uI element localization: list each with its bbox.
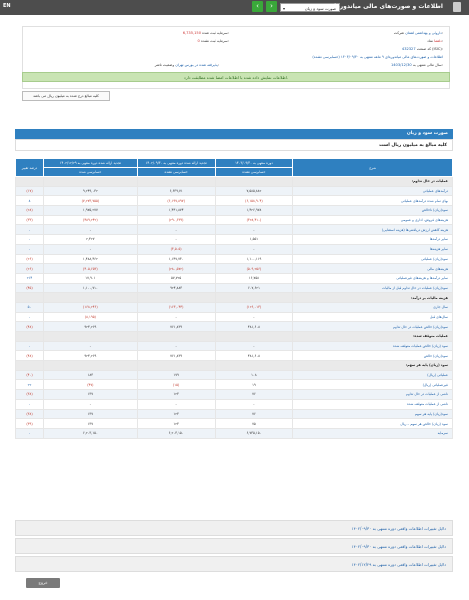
row-cell: (۴۸۹,۲۴۲) xyxy=(43,215,137,225)
language-toggle[interactable]: EN xyxy=(3,3,11,9)
row-cell: ۷۶ xyxy=(215,390,293,400)
row-label: هزینه کاهش ارزش دریافتنی‌ها (هزینه استثنایی) xyxy=(293,225,453,235)
table-row xyxy=(16,302,453,312)
top-bar xyxy=(0,0,469,15)
row-cell: - xyxy=(43,244,137,254)
row-cell: ۴۸۱,۶۰۸ xyxy=(215,351,293,361)
table-row xyxy=(16,206,453,216)
row-cell xyxy=(16,361,44,371)
section-title: صورت سود و زیان xyxy=(15,129,453,139)
table-row xyxy=(16,196,453,206)
row-cell: (۱۵) xyxy=(137,380,215,390)
row-label: سود(زیان) ناخالص xyxy=(293,206,453,216)
row-label: سود (زیان) خالص هر سهم – ریال xyxy=(293,419,453,429)
row-cell: ۱۲۳ xyxy=(137,419,215,429)
report-select-value: صورت سود و زیان xyxy=(304,6,336,11)
row-cell: (۴۰) xyxy=(16,370,44,380)
row-cell: (۱۷) xyxy=(16,186,44,196)
col-header-2: تجدید ارائه شده دوره منتهی به ۱۴۰۲/۰۹/۳۰ xyxy=(137,159,215,168)
row-cell: ۱۹ xyxy=(215,380,293,390)
chevron-down-icon: ▾ xyxy=(283,6,286,11)
row-cell: ۲,۴۲۷ xyxy=(43,235,137,245)
isic-label: کد صنعت (ISIC): xyxy=(416,47,443,51)
table-row xyxy=(16,341,453,351)
row-cell: - xyxy=(215,341,293,351)
table-row xyxy=(16,225,453,235)
period-description: اطلاعات و صورت‌های مالی میاندوره‌ای ۹ ماهه منتهی به ۱۴۰۳/۰۹/۳۰ (حسابرسی نشده) xyxy=(312,55,443,59)
next-button[interactable]: › xyxy=(266,1,277,12)
table-row xyxy=(16,244,453,254)
row-label: سال‌های قبل xyxy=(293,312,453,322)
col-header-desc: شرح xyxy=(293,159,453,177)
row-cell: ۶,۲۰۳,۱۵۰ xyxy=(137,428,215,438)
unregistered-capital-value: 0 xyxy=(197,39,200,43)
row-label: سایر هزینه‌ها xyxy=(293,244,453,254)
row-cell: (۴۸) xyxy=(16,351,44,361)
table-row xyxy=(16,254,453,264)
row-cell: - xyxy=(215,225,293,235)
row-cell: ۷۵ xyxy=(215,419,293,429)
row-cell: - xyxy=(43,399,137,409)
row-cell: ۷,۵۸۵,۸۸۲ xyxy=(215,186,293,196)
row-cell: ۱۶,۷۵۸ xyxy=(215,273,293,283)
row-cell: - xyxy=(16,235,44,245)
row-cell: ۹۲۴,۲۶۹ xyxy=(43,351,137,361)
row-cell xyxy=(137,293,215,303)
table-row xyxy=(16,264,453,274)
row-label: سود(زیان) پایه هر سهم xyxy=(293,409,453,419)
table-row xyxy=(16,235,453,245)
row-label: سال جاری xyxy=(293,302,453,312)
table-row xyxy=(16,177,453,187)
row-cell: - xyxy=(16,341,44,351)
row-label: عملیات در حال تداوم: xyxy=(293,177,453,187)
row-label: سود(زیان) خالص xyxy=(293,351,453,361)
table-row xyxy=(16,215,453,225)
row-cell: ۱,۴۴۱,۸۷۴ xyxy=(137,206,215,216)
row-cell: (۳۲۸,۴۱۰) xyxy=(215,215,293,225)
row-cell: (۷,۲۷۳,۷۵۵) xyxy=(43,196,137,206)
row-cell: - xyxy=(43,341,137,351)
row-cell: ۵۰ xyxy=(16,302,44,312)
table-row xyxy=(16,370,453,380)
row-label: عملیات متوقف شده: xyxy=(293,332,453,342)
row-label: ناشی از عملیات در حال تداوم xyxy=(293,390,453,400)
row-cell: ۱,۱۰۰,۱۱۹ xyxy=(215,254,293,264)
row-cell: ۶,۷۳۵,۱۵۰ xyxy=(215,428,293,438)
row-cell xyxy=(43,293,137,303)
row-cell: (۱۲۶,۰۱۳) xyxy=(215,302,293,312)
row-cell: - xyxy=(16,399,44,409)
row-label: سود(زیان) عملیات در حال تداوم قبل از مالیات xyxy=(293,283,453,293)
row-cell: ۱۸۳ xyxy=(43,370,137,380)
row-label: هزینه‌های فروش، اداری و عمومی xyxy=(293,215,453,225)
row-cell: ۷۶۱,۸۳۹ xyxy=(137,322,215,332)
row-cell: ۹۲۴,۸۸۳ xyxy=(137,283,215,293)
row-cell: (۲۶) xyxy=(16,254,44,264)
row-label: درآمدهای عملیاتی xyxy=(293,186,453,196)
unregistered-capital-label: سرمایه ثبت نشده: xyxy=(200,39,229,43)
row-cell: (۲۸۰,۵۷۲) xyxy=(137,264,215,274)
row-label: هزینه‌های مالی xyxy=(293,264,453,274)
row-cell xyxy=(215,361,293,371)
row-cell: - xyxy=(215,312,293,322)
row-cell: - xyxy=(137,225,215,235)
row-cell xyxy=(137,332,215,342)
row-cell: ۱۳۷ xyxy=(43,419,137,429)
row-cell: ۱,۴۸۸,۴۶۲ xyxy=(43,254,137,264)
table-row xyxy=(16,293,453,303)
income-statement-section xyxy=(15,129,453,499)
row-cell: (۶,۱۵۸,۹۰۴) xyxy=(215,196,293,206)
row-cell: (۴۰۵,۶۵۳) xyxy=(43,264,137,274)
row-cell: ۷۶ xyxy=(215,409,293,419)
row-label: ناشی از عملیات متوقف شده xyxy=(293,399,453,409)
row-cell: (۱۶۳,۰۴۴) xyxy=(137,302,215,312)
row-cell: ۱,۹۷۵,۲۷۷ xyxy=(43,206,137,216)
row-cell: (۳۳) xyxy=(16,215,44,225)
col-sub-3: حسابرسی شده xyxy=(43,168,137,177)
change-reason-link[interactable]: دلایل تغییرات اطلاعات واقعی دوره منتهی به ۱۴۰۲/۱۲/۲۹ xyxy=(15,556,453,572)
table-row xyxy=(16,322,453,332)
row-label: سایر درآمدها و هزینه‌های غیرعملیاتی xyxy=(293,273,453,283)
row-cell: - xyxy=(137,341,215,351)
row-cell: (۱۶۸,۲۴۶) xyxy=(43,302,137,312)
row-cell: ۶,۲۰۳,۱۵۰ xyxy=(43,428,137,438)
row-cell: ۱۷,۹۰۱ xyxy=(43,273,137,283)
company-name: داروئی و بهداشتی لقمان xyxy=(405,31,442,35)
table-row xyxy=(16,409,453,419)
status-value: پذیرفته شده در بورس تهران xyxy=(175,63,218,67)
row-cell: (۴۸) xyxy=(16,322,44,332)
row-cell: - xyxy=(137,312,215,322)
row-cell: ۴۸۱,۶۰۸ xyxy=(215,322,293,332)
row-cell: ۱۳۷ xyxy=(43,390,137,400)
row-cell: - xyxy=(215,244,293,254)
row-cell xyxy=(215,332,293,342)
row-cell: (۴۵) xyxy=(16,283,44,293)
row-cell xyxy=(43,332,137,342)
row-cell: ۱۰۸ xyxy=(215,370,293,380)
row-label: سود(زیان) خالص عملیات در حال تداوم xyxy=(293,322,453,332)
prev-button[interactable]: ‹ xyxy=(252,1,263,12)
change-reasons-links xyxy=(15,520,453,574)
row-cell: - xyxy=(16,225,44,235)
section-subtitle: کلیه مبالغ به میلیون ریال است xyxy=(15,139,453,151)
row-cell: (۶,۱۹۷,۸۹۷) xyxy=(137,196,215,206)
row-cell: ۱,۴۲۶,۹۷۸ xyxy=(215,206,293,216)
isic-value: 432327 xyxy=(401,47,416,51)
row-cell: (۳۹) xyxy=(16,419,44,429)
row-label: عملیاتی (ریال) xyxy=(293,370,453,380)
change-reason-link[interactable]: دلایل تغییرات اطلاعات واقعی دوره منتهی به ۱۴۰۲/۰۹/۳۰ xyxy=(15,520,453,536)
row-cell xyxy=(16,293,44,303)
row-cell xyxy=(16,332,44,342)
row-cell: ۲۲ xyxy=(16,380,44,390)
table-row xyxy=(16,399,453,409)
row-cell: - xyxy=(16,428,44,438)
row-cell: (۲۸) xyxy=(16,206,44,216)
col-header-4: درصد تغییر xyxy=(16,159,44,177)
row-cell: ۹,۲۴۹,۰۳۲ xyxy=(43,186,137,196)
capital-value: 6,735,150 xyxy=(182,31,201,35)
table-row xyxy=(16,380,453,390)
document-icon xyxy=(453,2,461,12)
row-cell: ۸ xyxy=(16,196,44,206)
col-header-1: دوره منتهی به ۱۴۰۳/۰۹/۳۰ xyxy=(215,159,293,168)
row-cell: ۵۷,۷۲۵ xyxy=(137,273,215,283)
capital-label: سرمایه ثبت شده: xyxy=(202,31,229,35)
row-cell: - xyxy=(16,244,44,254)
row-cell xyxy=(137,361,215,371)
fiscal-year-value: 1403/12/30 xyxy=(390,63,412,67)
row-label: سود(زیان) عملیاتی xyxy=(293,254,453,264)
table-row xyxy=(16,419,453,429)
row-cell: (۳۸) xyxy=(16,390,44,400)
row-cell: (۵۰۹,۲۵۶) xyxy=(215,264,293,274)
table-row xyxy=(16,332,453,342)
row-cell xyxy=(215,177,293,187)
row-cell: ۱۳۷ xyxy=(43,409,137,419)
verification-notice: اطلاعات نمایش داده شده با اطلاعات امضا شده مطابقت دارد. xyxy=(22,72,450,82)
row-cell: - xyxy=(16,312,44,322)
fiscal-year-label: سال مالی منتهی به: xyxy=(412,63,443,67)
symbol-value: دلقما xyxy=(434,39,442,43)
row-cell xyxy=(137,177,215,187)
row-label: سود (زیان) خالص عملیات متوقف شده xyxy=(293,341,453,351)
table-row xyxy=(16,428,453,438)
row-cell xyxy=(43,177,137,187)
row-cell: ۱۲۳ xyxy=(137,390,215,400)
table-row xyxy=(16,390,453,400)
row-label: هزینه مالیات بر درآمد: xyxy=(293,293,453,303)
row-cell: - xyxy=(215,399,293,409)
row-cell: ۲۱۴ xyxy=(16,273,44,283)
page-title: اطلاعات و صورت‌های مالی میاندوره‌ای xyxy=(328,3,443,10)
row-cell: ۱۲۳ xyxy=(137,409,215,419)
row-cell: ۷۶۱,۸۳۹ xyxy=(137,351,215,361)
table-row xyxy=(16,283,453,293)
row-cell: (۲۹۰,۶۳۹) xyxy=(137,215,215,225)
company-label: شرکت: xyxy=(393,31,443,35)
row-cell: ۱,۱۰۰,۷۱۰ xyxy=(43,283,137,293)
row-cell: (۲۶) xyxy=(16,264,44,274)
table-row xyxy=(16,273,453,283)
row-label: سرمایه xyxy=(293,428,453,438)
table-row xyxy=(16,186,453,196)
row-cell: - xyxy=(43,225,137,235)
row-label: غیرعملیاتی (ریال) xyxy=(293,380,453,390)
table-row xyxy=(16,351,453,361)
exit-button[interactable]: خروج xyxy=(26,578,60,588)
row-cell: ۱۷۹ xyxy=(137,370,215,380)
row-cell: (۳۸) xyxy=(16,409,44,419)
income-statement-table xyxy=(15,158,453,439)
row-cell: (۳,۵۰۵) xyxy=(137,244,215,254)
change-reason-link[interactable]: دلایل تغییرات اطلاعات واقعی دوره منتهی به ۱۴۰۲/۰۹/۳۰ xyxy=(15,538,453,554)
table-row xyxy=(16,361,453,371)
row-cell: (۴۷) xyxy=(43,380,137,390)
row-cell: - xyxy=(137,399,215,409)
col-sub-2: حسابرسی نشده xyxy=(137,168,215,177)
row-cell: ۹۲۴,۲۶۹ xyxy=(43,322,137,332)
row-label: سایر درآمدها xyxy=(293,235,453,245)
row-cell xyxy=(215,293,293,303)
symbol-label: نماد: xyxy=(427,39,443,43)
row-cell xyxy=(43,361,137,371)
row-cell: (۸,۱۹۵) xyxy=(43,312,137,322)
col-sub-1: حسابرسی نشده xyxy=(215,168,293,177)
status-label: وضعیت ناشر: xyxy=(154,63,219,67)
row-cell: ۱,۵۵۱ xyxy=(215,235,293,245)
row-cell: ۶,۶۳۹,۷۱ xyxy=(137,186,215,196)
row-cell xyxy=(16,177,44,187)
row-label: بهای تمام شده درآمدهای عملیاتی xyxy=(293,196,453,206)
row-cell: ۶۰۷,۶۲۱ xyxy=(215,283,293,293)
row-label: سود (زیان) پایه هر سهم: xyxy=(293,361,453,371)
col-header-3: تجدید ارائه شده دوره منتهی به ۱۴۰۲/۱۲/۲۹ xyxy=(43,159,137,168)
row-cell: - xyxy=(137,235,215,245)
row-cell: ۱,۱۴۷,۷۳۰ xyxy=(137,254,215,264)
table-row xyxy=(16,312,453,322)
unit-note: کلیه مبالغ درج شده به میلیون ریال می باشد xyxy=(22,91,110,101)
